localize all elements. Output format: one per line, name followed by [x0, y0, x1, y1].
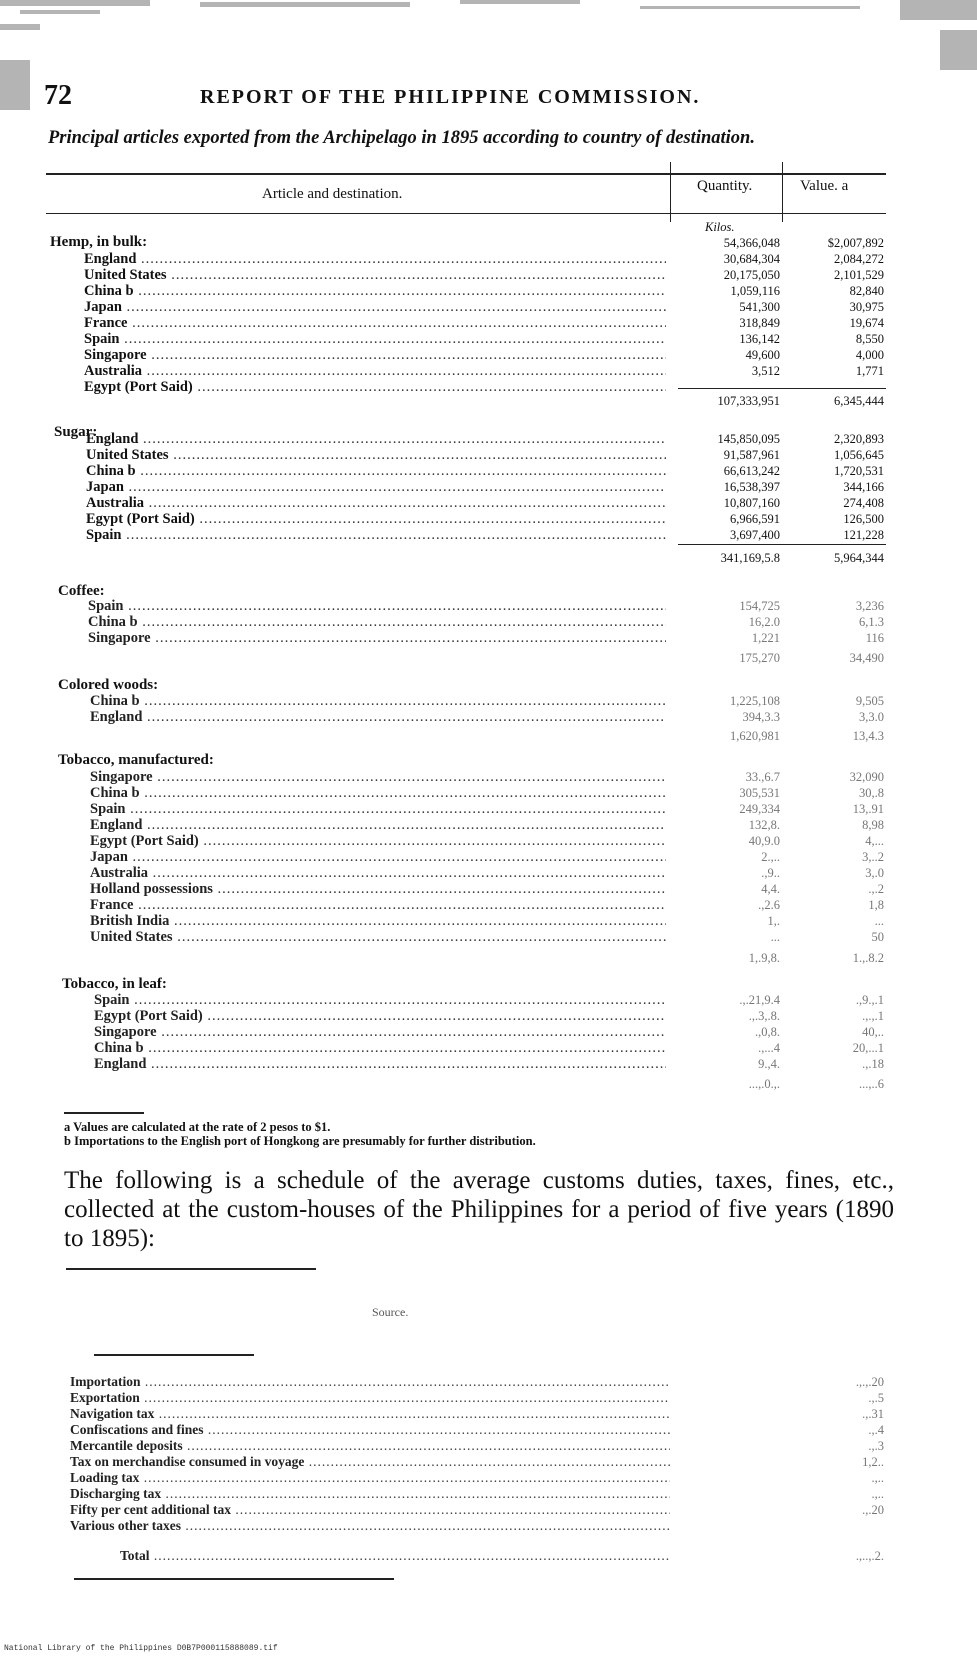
quantity-cell: 1,.: [767, 914, 780, 928]
quantity-cell: 2.,..: [761, 850, 780, 864]
destination-label: Singapore .....: [90, 769, 666, 785]
destination-label: China b .....: [86, 463, 666, 479]
table-top-rule: [46, 173, 886, 175]
value-cell: .,.2: [868, 882, 884, 896]
schedule-label: Navigation tax .....: [70, 1406, 670, 1422]
footnote-rule: [64, 1112, 144, 1114]
schedule-label: Fifty per cent additional tax .....: [70, 1502, 670, 1518]
destination-label: Singapore .....: [88, 630, 666, 646]
value-cell: 1,8: [868, 898, 884, 912]
value-cell: 1,056,645: [834, 448, 884, 462]
quantity-cell: 6,966,591: [730, 512, 780, 526]
destination-label: England .....: [90, 709, 666, 725]
value-cell: 126,500: [843, 512, 884, 526]
table-row: [0, 347, 977, 363]
group-total-row: [0, 950, 977, 966]
destination-label: France .....: [90, 897, 666, 913]
schedule-value: .,..: [871, 1471, 884, 1485]
quantity-units: Kilos.: [705, 220, 735, 234]
destination-label: England .....: [90, 817, 666, 833]
schedule-value: .,.3: [868, 1439, 884, 1453]
total-quantity: 107,333,951: [717, 394, 780, 408]
destination-label: Spain .....: [90, 801, 666, 817]
table-row: [0, 1056, 977, 1072]
table-row: [0, 527, 977, 543]
group-total-row: [0, 550, 977, 566]
value-cell: 32,090: [849, 770, 884, 784]
quantity-cell: ...: [770, 930, 780, 944]
table-row: [0, 363, 977, 379]
schedule-value: .,.20: [862, 1503, 884, 1517]
schedule-header-rule: [94, 1354, 254, 1356]
quantity-cell: 4,4.: [761, 882, 780, 896]
destination-label: Japan .....: [90, 849, 666, 865]
table-row: [0, 817, 977, 833]
table-row: [0, 1454, 977, 1470]
destination-label: Egypt (Port Said) .....: [86, 511, 666, 527]
value-cell: 2,084,272: [834, 252, 884, 266]
table-row: [0, 1024, 977, 1040]
page-bottom-rule: [74, 1578, 394, 1580]
quantity-cell: 16,2.0: [748, 615, 780, 629]
schedule-value: .,.31: [862, 1407, 884, 1421]
destination-label: British India .....: [90, 913, 666, 929]
destination-label: China b .....: [88, 614, 666, 630]
schedule-label: Discharging tax .....: [70, 1486, 670, 1502]
value-cell: 3,236: [855, 599, 884, 613]
schedule-label: Various other taxes .....: [70, 1518, 670, 1534]
quantity-cell: 33.,6.7: [745, 770, 780, 784]
value-cell: 8,98: [862, 818, 884, 832]
group-name: Hemp, in bulk:: [50, 234, 148, 250]
table-row: [0, 511, 977, 527]
schedule-label: Exportation .....: [70, 1390, 670, 1406]
table-row: [0, 267, 977, 283]
schedule-total-row: [0, 1548, 977, 1564]
total-value: 5,964,344: [834, 551, 884, 565]
group-name: Colored woods:: [58, 677, 159, 693]
table-row: [0, 431, 977, 447]
quantity-cell: 91,587,961: [723, 448, 780, 462]
table-row: [0, 992, 977, 1008]
schedule-value: .,.5: [868, 1391, 884, 1405]
body-paragraph: The following is a schedule of the average customs duties, taxes, fines, etc., collected at the custom-houses of the Philippines for a period of five years (1890 to 1895):: [64, 1167, 894, 1252]
total-quantity: 1,.9,8.: [748, 951, 780, 965]
quantity-cell: 3,697,400: [730, 528, 780, 542]
quantity-cell: 1,221: [751, 631, 780, 645]
quantity-cell: 20,175,050: [723, 268, 780, 282]
quantity-cell: .,.21,9.4: [739, 993, 780, 1007]
total-quantity: 175,270: [739, 651, 780, 665]
schedule-value: .,..: [871, 1487, 884, 1501]
quantity-cell: 132,8.: [748, 818, 780, 832]
footnote-a: a Values are calculated at the rate of 2 pesos to $1.: [64, 1120, 331, 1134]
schedule-value: .,.4: [868, 1423, 884, 1437]
quantity-cell: 49,600: [745, 348, 780, 362]
destination-label: Egypt (Port Said) .....: [94, 1008, 666, 1024]
table-row: [0, 693, 977, 709]
quantity-cell: 541,300: [739, 300, 780, 314]
schedule-heading: Source.: [372, 1305, 409, 1319]
quantity-cell: .,9..: [761, 866, 780, 880]
group-total-row: [0, 650, 977, 666]
destination-label: England .....: [94, 1056, 666, 1072]
group-total-row: [0, 393, 977, 409]
quantity-cell: 10,807,160: [723, 496, 780, 510]
value-cell: 30,975: [849, 300, 884, 314]
value-cell: 121,228: [843, 528, 884, 542]
table-row: [0, 913, 977, 929]
table-row: [0, 1374, 977, 1390]
value-cell: .,.,.1: [862, 1009, 884, 1023]
table-row: [0, 283, 977, 299]
scan-footer: National Library of the Philippines D0B7P000115888089.tif: [4, 1644, 278, 1653]
quantity-cell: 394,3.3: [742, 710, 780, 724]
value-cell: 1,771: [855, 364, 884, 378]
table-row: [0, 614, 977, 630]
schedule-value: [790, 1518, 884, 1534]
table-row: [0, 865, 977, 881]
schedule-total-value: .,..,.2.: [855, 1549, 884, 1563]
quantity-cell: 40,9.0: [748, 834, 780, 848]
column-header-quantity: Quantity.: [697, 178, 753, 194]
value-cell: 3,..2: [862, 850, 884, 864]
table-row: [0, 897, 977, 913]
quantity-cell: .,2.6: [758, 898, 780, 912]
subtotal-rule: [678, 544, 886, 545]
total-value: ...,..6: [859, 1077, 884, 1091]
value-cell: 3,.0: [865, 866, 884, 880]
table-row: [0, 1470, 977, 1486]
value-cell: 82,840: [849, 284, 884, 298]
group-total-row: [0, 1076, 977, 1092]
schedule-label: Tax on merchandise consumed in voyage .....: [70, 1454, 670, 1470]
value-cell: 1,720,531: [834, 464, 884, 478]
quantity-cell: 136,142: [739, 332, 780, 346]
destination-label: China b .....: [84, 283, 666, 299]
destination-label: Australia .....: [86, 495, 666, 511]
destination-label: Spain .....: [94, 992, 666, 1008]
destination-label: Holland possessions .....: [90, 881, 666, 897]
total-value: 13,4.3: [852, 729, 884, 743]
header-bottom-rule: [46, 213, 886, 214]
destination-label: United States .....: [86, 447, 666, 463]
quantity-cell: 54,366,048: [723, 236, 780, 250]
running-head: [44, 80, 924, 114]
value-cell: 2,320,893: [834, 432, 884, 446]
destination-label: England .....: [84, 251, 666, 267]
table-row: [0, 251, 977, 267]
value-cell: 9,505: [855, 694, 884, 708]
table-row: [0, 1518, 977, 1534]
table-row: [0, 881, 977, 897]
value-cell: 19,674: [849, 316, 884, 330]
table-row: [0, 785, 977, 801]
report-title: REPORT OF THE PHILIPPINE COMMISSION.: [200, 86, 701, 108]
total-quantity: ...,.0.,.: [748, 1077, 780, 1091]
table-row: [0, 1008, 977, 1024]
destination-label: China b .....: [90, 693, 666, 709]
destination-label: Egypt (Port Said) .....: [84, 379, 666, 395]
value-cell: 6,1.3: [859, 615, 884, 629]
table-row: [0, 1502, 977, 1518]
subtotal-rule: [678, 388, 886, 389]
total-value: 6,345,444: [834, 394, 884, 408]
table-row: [0, 1486, 977, 1502]
quantity-cell: 3,512: [751, 364, 780, 378]
schedule-value: 1,2..: [862, 1455, 884, 1469]
table-row: [0, 1040, 977, 1056]
table-row: [0, 1390, 977, 1406]
table-row: [0, 463, 977, 479]
table-row: [0, 833, 977, 849]
quantity-cell: 305,531: [739, 786, 780, 800]
value-cell: .,.18: [862, 1057, 884, 1071]
total-quantity: 1,620,981: [730, 729, 780, 743]
destination-label: United States .....: [84, 267, 666, 283]
value-cell: 8,550: [855, 332, 884, 346]
quantity-cell: 66,613,242: [723, 464, 780, 478]
footnote-b: b Importations to the English port of Hongkong are presumably for further distribution.: [64, 1134, 536, 1148]
value-cell: $2,007,892: [827, 236, 884, 250]
value-cell: 4,000: [855, 348, 884, 362]
table-row: [0, 929, 977, 945]
destination-label: Australia .....: [84, 363, 666, 379]
quantity-cell: .,0,8.: [755, 1025, 780, 1039]
value-cell: 274,408: [843, 496, 884, 510]
value-cell: 30,.8: [859, 786, 884, 800]
destination-label: Spain .....: [84, 331, 666, 347]
table-row: [0, 849, 977, 865]
destination-label: Singapore .....: [84, 347, 666, 363]
table-row: [0, 630, 977, 646]
schedule-value: .,.,.20: [855, 1375, 884, 1389]
column-header-value: Value. a: [800, 178, 849, 194]
quantity-cell: 1,059,116: [730, 284, 780, 298]
value-cell: 344,166: [843, 480, 884, 494]
schedule-label: Loading tax .....: [70, 1470, 670, 1486]
group-name: Coffee:: [58, 583, 105, 599]
destination-label: China b .....: [94, 1040, 666, 1056]
quantity-cell: 318,849: [739, 316, 780, 330]
destination-label: England .....: [86, 431, 666, 447]
destination-label: Singapore .....: [94, 1024, 666, 1040]
value-cell: ...: [874, 914, 884, 928]
destination-label: Japan .....: [84, 299, 666, 315]
table-row: [0, 299, 977, 315]
quantity-cell: 9.,4.: [758, 1057, 780, 1071]
quantity-cell: 249,334: [739, 802, 780, 816]
value-cell: 3,3.0: [859, 710, 884, 724]
value-cell: 20,...1: [852, 1041, 884, 1055]
schedule-label: Confiscations and fines .....: [70, 1422, 670, 1438]
schedule-label: Mercantile deposits .....: [70, 1438, 670, 1454]
group-first-line: [0, 235, 977, 251]
quantity-cell: .,.3,.8.: [748, 1009, 780, 1023]
destination-label: Spain .....: [88, 598, 666, 614]
destination-label: China b .....: [90, 785, 666, 801]
table-row: [0, 447, 977, 463]
table-row: [0, 1438, 977, 1454]
value-cell: .,9.,.1: [855, 993, 884, 1007]
total-value: 34,490: [849, 651, 884, 665]
value-cell: 2,101,529: [834, 268, 884, 282]
quantity-cell: 16,538,397: [723, 480, 780, 494]
table-row: [0, 769, 977, 785]
quantity-cell: 30,684,304: [723, 252, 780, 266]
value-cell: 116: [865, 631, 884, 645]
table-row: [0, 598, 977, 614]
value-cell: 13,.91: [852, 802, 884, 816]
schedule-total-label: Total .....: [120, 1548, 670, 1564]
table-title: Principal articles exported from the Archipelago in 1895 according to country of destination.: [48, 128, 755, 148]
table-row: [0, 1422, 977, 1438]
table-row: [0, 1406, 977, 1422]
table-row: [0, 709, 977, 725]
total-quantity: 341,169,5.8: [720, 551, 780, 565]
column-header-article: Article and destination.: [262, 186, 403, 202]
page-number: 72: [44, 80, 72, 111]
quantity-cell: .,...4: [758, 1041, 780, 1055]
quantity-cell: 1,225,108: [730, 694, 780, 708]
destination-label: France .....: [84, 315, 666, 331]
table-row: [0, 495, 977, 511]
destination-label: Egypt (Port Said) .....: [90, 833, 666, 849]
quantity-cell: 145,850,095: [717, 432, 780, 446]
table-row: [0, 801, 977, 817]
group-name: Sugar:: [54, 424, 98, 440]
table-row: [0, 315, 977, 331]
table-row: [0, 331, 977, 347]
value-cell: 50: [871, 930, 884, 944]
footnotes: [64, 1120, 884, 1148]
destination-label: Japan .....: [86, 479, 666, 495]
group-total-row: [0, 728, 977, 744]
destination-label: Australia .....: [90, 865, 666, 881]
group-name: Tobacco, manufactured:: [58, 752, 214, 768]
destination-label: United States .....: [90, 929, 666, 945]
value-cell: 40,..: [862, 1025, 884, 1039]
quantity-cell: 154,725: [739, 599, 780, 613]
destination-label: Spain .....: [86, 527, 666, 543]
total-value: 1.,.8.2: [852, 951, 884, 965]
value-cell: 4,...: [865, 834, 884, 848]
table-row: [0, 479, 977, 495]
schedule-label: Importation .....: [70, 1374, 670, 1390]
group-name: Tobacco, in leaf:: [62, 976, 167, 992]
schedule-top-rule: [66, 1268, 316, 1270]
